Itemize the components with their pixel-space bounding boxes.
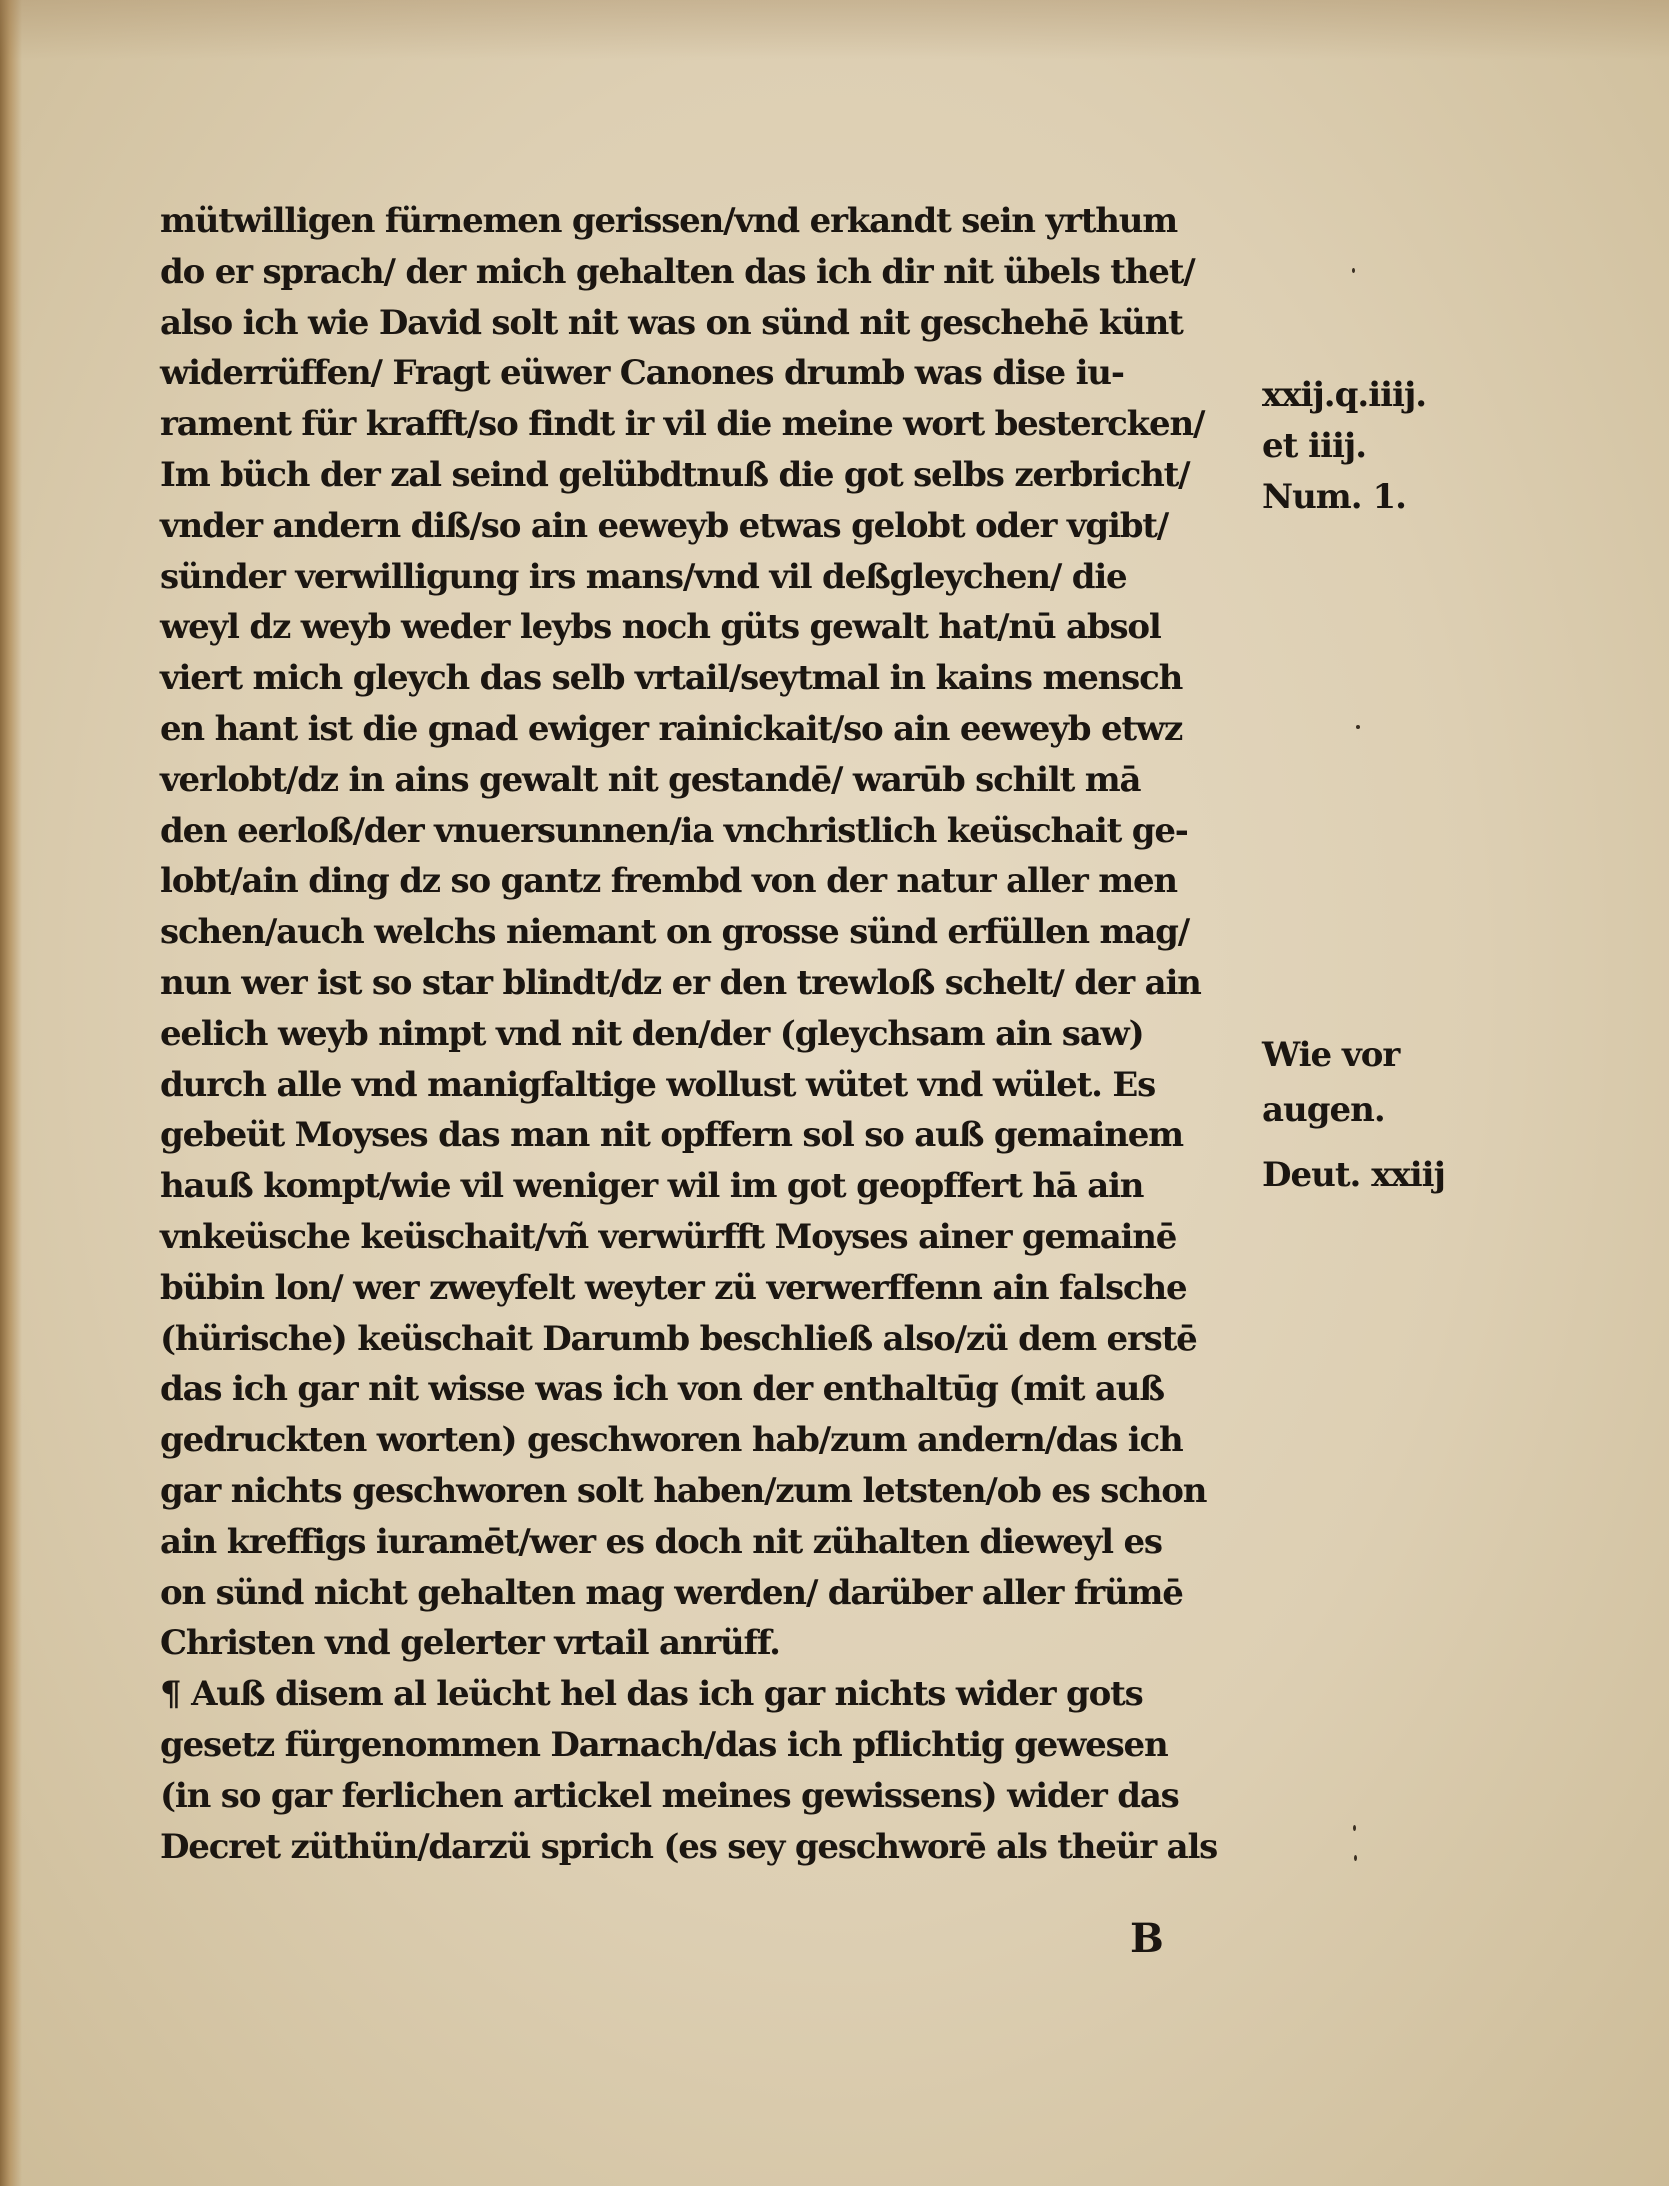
text-line: verlobt/dz in ains gewalt nit gestandē/ warūb schilt mā: [160, 759, 1141, 800]
text-line: vnkeüsche keüschait/vñ verwürfft Moyses ainer gemainē: [160, 1216, 1177, 1257]
signature-mark: B: [1130, 1915, 1164, 1962]
margin-note: et iiij.: [1262, 426, 1367, 466]
text-line: den eerloß/der vnuersunnen/ia vnchristlich keüschait ge-: [160, 810, 1188, 851]
text-line: gar nichts geschworen solt haben/zum letsten/ob es schon: [160, 1470, 1207, 1511]
text-line: bübin lon/ wer zweyfelt weyter zü verwerffenn ain falsche: [160, 1267, 1187, 1308]
text-line: ain kreffigs iuramēt/wer es doch nit zühalten dieweyl es: [160, 1521, 1162, 1562]
text-line: Christen vnd gelerter vrtail anrüff.: [160, 1623, 780, 1664]
text-line: weyl dz weyb weder leybs noch güts gewalt hat/nū absol: [160, 607, 1161, 648]
margin-note: augen.: [1262, 1090, 1385, 1130]
paragraph-start-line: ¶ Auß disem al leücht hel das ich gar nichts wider gots: [160, 1674, 1143, 1715]
main-text-block: [160, 196, 1260, 1872]
text-line: eelich weyb nimpt vnd nit den/der (gleychsam ain saw): [160, 1013, 1144, 1054]
margin-note: Wie vor: [1262, 1035, 1400, 1075]
margin-note: xxij.q.iiij.: [1262, 375, 1427, 415]
text-line: viert mich gleych das selb vrtail/seytmal in kains mensch: [160, 658, 1183, 699]
ink-speck: [1356, 725, 1360, 729]
text-line: rament für krafft/so findt ir vil die meine wort bestercken/: [160, 404, 1205, 445]
text-line: gesetz fürgenommen Darnach/das ich pflichtig gewesen: [160, 1724, 1168, 1765]
page-shadow: [0, 0, 1669, 60]
text-line: do er sprach/ der mich gehalten das ich dir nit übels thet/: [160, 251, 1195, 292]
text-line: on sünd nicht gehalten mag werden/ darüber aller frümē: [160, 1572, 1183, 1613]
text-line: nun wer ist so star blindt/dz er den trewloß schelt/ der ain: [160, 962, 1201, 1003]
text-line: also ich wie David solt nit was on sünd nit geschehē künt: [160, 302, 1183, 343]
margin-note: Deut. xxiij: [1262, 1155, 1445, 1195]
ink-speck: [1353, 1825, 1356, 1831]
binding-edge: [0, 0, 22, 2186]
text-line: durch alle vnd manigfaltige wollust wütet vnd wület. Es: [160, 1064, 1156, 1105]
ink-speck: [1354, 1855, 1357, 1861]
text-line: hauß kompt/wie vil weniger wil im got geopffert hā ain: [160, 1166, 1144, 1207]
text-line: (hürische) keüschait Darumb beschließ also/zü dem erstē: [160, 1318, 1197, 1359]
text-line: lobt/ain ding dz so gantz frembd von der natur aller men: [160, 861, 1177, 902]
text-line: gedruckten worten) geschworen hab/zum andern/das ich: [160, 1420, 1183, 1461]
text-line: mütwilligen fürnemen gerissen/vnd erkandt sein yrthum: [160, 201, 1178, 241]
text-line: Im büch der zal seind gelübdtnuß die got selbs zerbricht/: [160, 454, 1190, 495]
margin-note: Num. 1.: [1262, 477, 1406, 517]
ink-speck: [1352, 268, 1355, 273]
text-line: widerrüffen/ Fragt eüwer Canones drumb was dise iu-: [160, 353, 1124, 394]
text-line: (in so gar ferlichen artickel meines gewissens) wider das: [160, 1775, 1179, 1816]
text-line: schen/auch welchs niemant on grosse sünd erfüllen mag/: [160, 912, 1189, 953]
text-line: vnder andern diß/so ain eeweyb etwas gelobt oder vgibt/: [160, 505, 1168, 546]
text-line: Decret züthün/darzü sprich (es sey geschworē als theür als: [160, 1826, 1218, 1867]
text-line: gebeüt Moyses das man nit opffern sol so auß gemainem: [160, 1115, 1183, 1156]
text-line: en hant ist die gnad ewiger rainickait/so ain eeweyb etwz: [160, 708, 1183, 749]
text-line: das ich gar nit wisse was ich von der enthaltūg (mit auß: [160, 1369, 1164, 1410]
text-line: sünder verwilligung irs mans/vnd vil deßgleychen/ die: [160, 556, 1127, 597]
